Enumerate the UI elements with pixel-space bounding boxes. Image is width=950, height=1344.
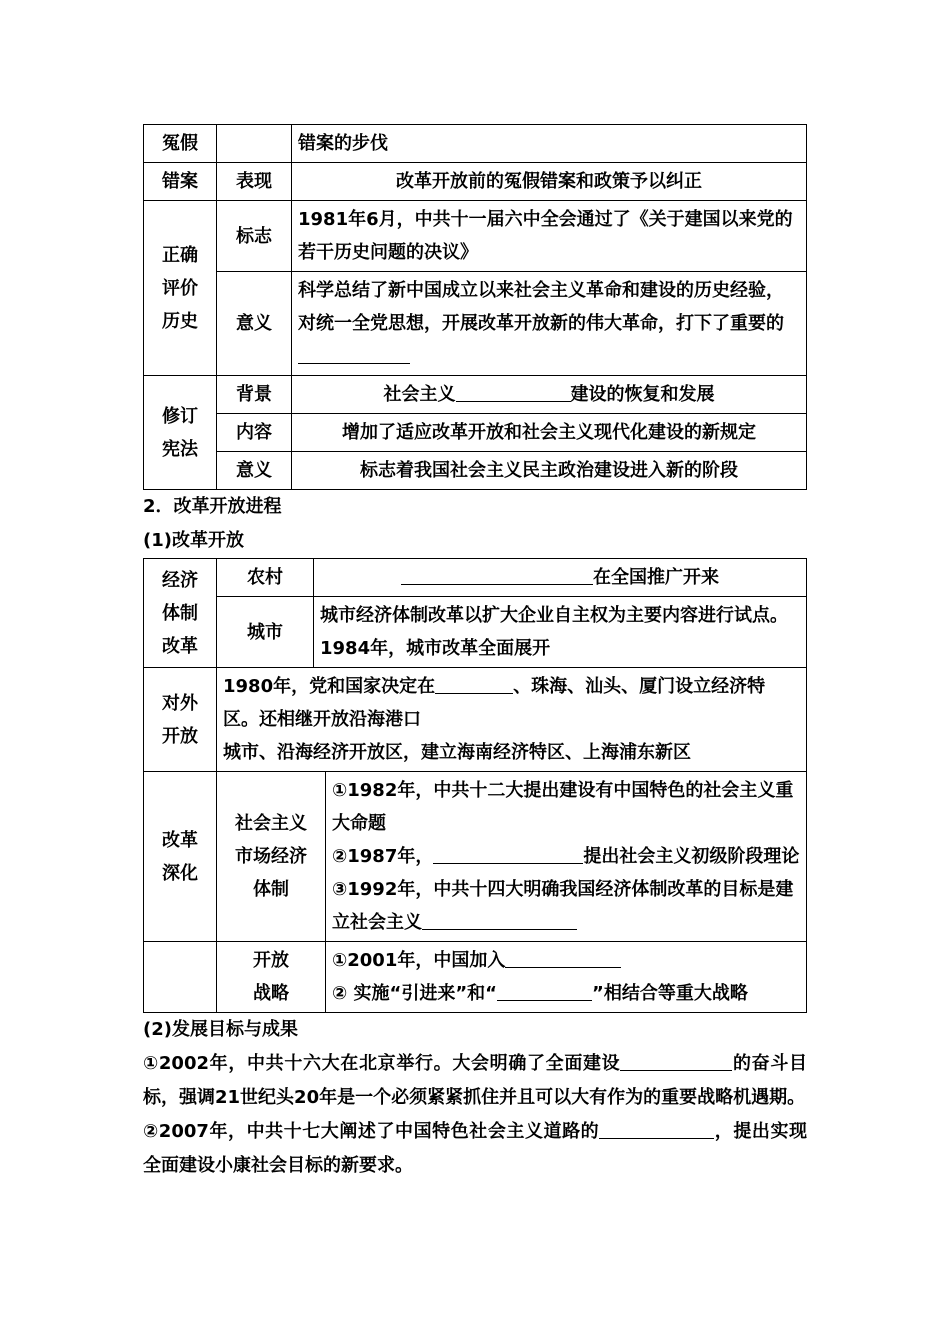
cell-label: 意义 (217, 452, 292, 490)
table-row (144, 668, 807, 772)
paragraph (143, 1047, 807, 1115)
fill-blank (497, 980, 592, 1001)
text: 提出社会主义初级阶段理论 (583, 846, 800, 867)
cell-label: 表现 (217, 163, 292, 201)
list-item (332, 873, 800, 939)
cell-text: 改革开放前的冤假错案和政策予以纠正 (292, 163, 807, 201)
subsection-heading: (1)改革开放 (143, 530, 244, 551)
fill-blank (298, 343, 410, 364)
text: 建设的恢复和发展 (570, 384, 715, 405)
cell-label: 背景 (217, 376, 292, 414)
table-row (144, 272, 807, 376)
cell-label: 意义 (217, 272, 292, 376)
text: ”相结合等重大战略 (592, 983, 748, 1004)
fill-blank (456, 381, 571, 402)
label-line: 评价 (162, 277, 198, 299)
cell-label: 城市 (217, 597, 314, 668)
text: ，提出实现全面建设小康社会目标的新要求。 (143, 1121, 807, 1176)
cell-text (314, 559, 807, 597)
subsection-heading: (2)发展目标与成果 (143, 1019, 298, 1040)
fill-blank (435, 673, 513, 694)
table-row (144, 597, 807, 668)
table-history-correction (143, 124, 807, 490)
cell-label-kaifang (217, 942, 326, 1013)
label-line: 对外 (162, 692, 198, 714)
label-line: 战略 (253, 983, 289, 1004)
text: 、珠海、汕头、厦门设立经济特区。还相继开放沿海港口 (223, 676, 766, 730)
cell-text: 增加了适应改革开放和社会主义现代化建设的新规定 (292, 414, 807, 452)
list-item (332, 944, 800, 977)
text: 社会主义 (383, 384, 456, 405)
cell-label-xiuding (144, 376, 217, 490)
cell-empty (144, 942, 217, 1013)
text: ②1987年， (332, 846, 434, 867)
cell-label: 内容 (217, 414, 292, 452)
fill-blank (505, 947, 621, 968)
page-content (143, 124, 807, 1183)
cell-text: 1981年6月，中共十一届六中全会通过了《关于建国以来党的若干历史问题的决议》 (292, 201, 807, 272)
cell-text (217, 668, 807, 772)
cell-label: 农村 (217, 559, 314, 597)
label-line: 宪法 (162, 438, 198, 460)
fill-blank (433, 843, 583, 864)
table-row (144, 376, 807, 414)
label-line: 社会主义 (235, 813, 307, 834)
label-line: 体制 (162, 602, 198, 624)
list-item (332, 977, 800, 1010)
text: ③1992年，中共十四大明确我国经济体制改革的目标是建立社会主义 (332, 879, 794, 933)
label-line: 市场经济 (235, 846, 307, 867)
cell-label: 冤假 (144, 125, 217, 163)
cell-label: 错案 (144, 163, 217, 201)
text: 在全国推广开来 (593, 567, 719, 588)
fill-blank (620, 1050, 732, 1071)
label-line: 历史 (162, 310, 198, 332)
table-row (144, 414, 807, 452)
text: ②2007年，中共十七大阐述了中国特色社会主义道路的 (143, 1121, 600, 1142)
text: 1980年，党和国家决定在 (223, 676, 436, 697)
table-row (144, 163, 807, 201)
fill-blank (401, 564, 593, 585)
fill-blank (599, 1118, 714, 1139)
list-item (332, 840, 800, 873)
cell-label: 标志 (217, 201, 292, 272)
cell-label-market (217, 772, 326, 942)
section-heading: 2．改革开放进程 (143, 496, 282, 517)
text: ② 实施“引进来”和“ (332, 983, 497, 1004)
cell-label-jingji (144, 559, 217, 668)
list-item: ①1982年，中共十二大提出建设有中国特色的社会主义重大命题 (332, 780, 794, 834)
text: 城市、沿海经济开放区，建立海南经济特区、上海浦东新区 (223, 742, 691, 763)
cell-text: 城市经济体制改革以扩大企业自主权为主要内容进行试点。1984年，城市改革全面展开 (314, 597, 807, 668)
table-row (144, 201, 807, 272)
label-line: 修订 (162, 405, 198, 427)
table-row (144, 125, 807, 163)
table-row (144, 559, 807, 597)
cell-empty (217, 125, 292, 163)
table-reform-opening (143, 558, 807, 1013)
label-line: 改革 (162, 829, 198, 851)
cell-label-zhengque (144, 201, 217, 376)
table-row (144, 772, 807, 942)
label-line: 经济 (162, 569, 198, 591)
cell-text (292, 376, 807, 414)
cell-label-duiwai (144, 668, 217, 772)
cell-text (326, 942, 807, 1013)
label-line: 开放 (162, 725, 198, 747)
cell-label-shenhua (144, 772, 217, 942)
cell-text: 错案的步伐 (292, 125, 807, 163)
table-row (144, 942, 807, 1013)
text: ①2002年，中共十六大在北京举行。大会明确了全面建设 (143, 1053, 621, 1074)
text: ①2001年，中国加入 (332, 950, 506, 971)
cell-text (292, 272, 807, 376)
label-line: 体制 (253, 879, 289, 900)
fill-blank (422, 909, 577, 930)
text: 科学总结了新中国成立以来社会主义革命和建设的历史经验，对统一全党思想，开展改革开放新的伟大革命，打下了重要的 (298, 280, 784, 334)
paragraph (143, 1115, 807, 1183)
label-line: 开放 (253, 950, 289, 971)
label-line: 改革 (162, 635, 198, 657)
cell-text: 标志着我国社会主义民主政治建设进入新的阶段 (292, 452, 807, 490)
label-line: 正确 (162, 244, 198, 266)
label-line: 深化 (162, 862, 198, 884)
cell-text (326, 772, 807, 942)
text: 的奋斗目标，强调21世纪头20年是一个必须紧紧抓住并且可以大有作为的重要战略机遇期。 (143, 1053, 807, 1108)
table-row (144, 452, 807, 490)
